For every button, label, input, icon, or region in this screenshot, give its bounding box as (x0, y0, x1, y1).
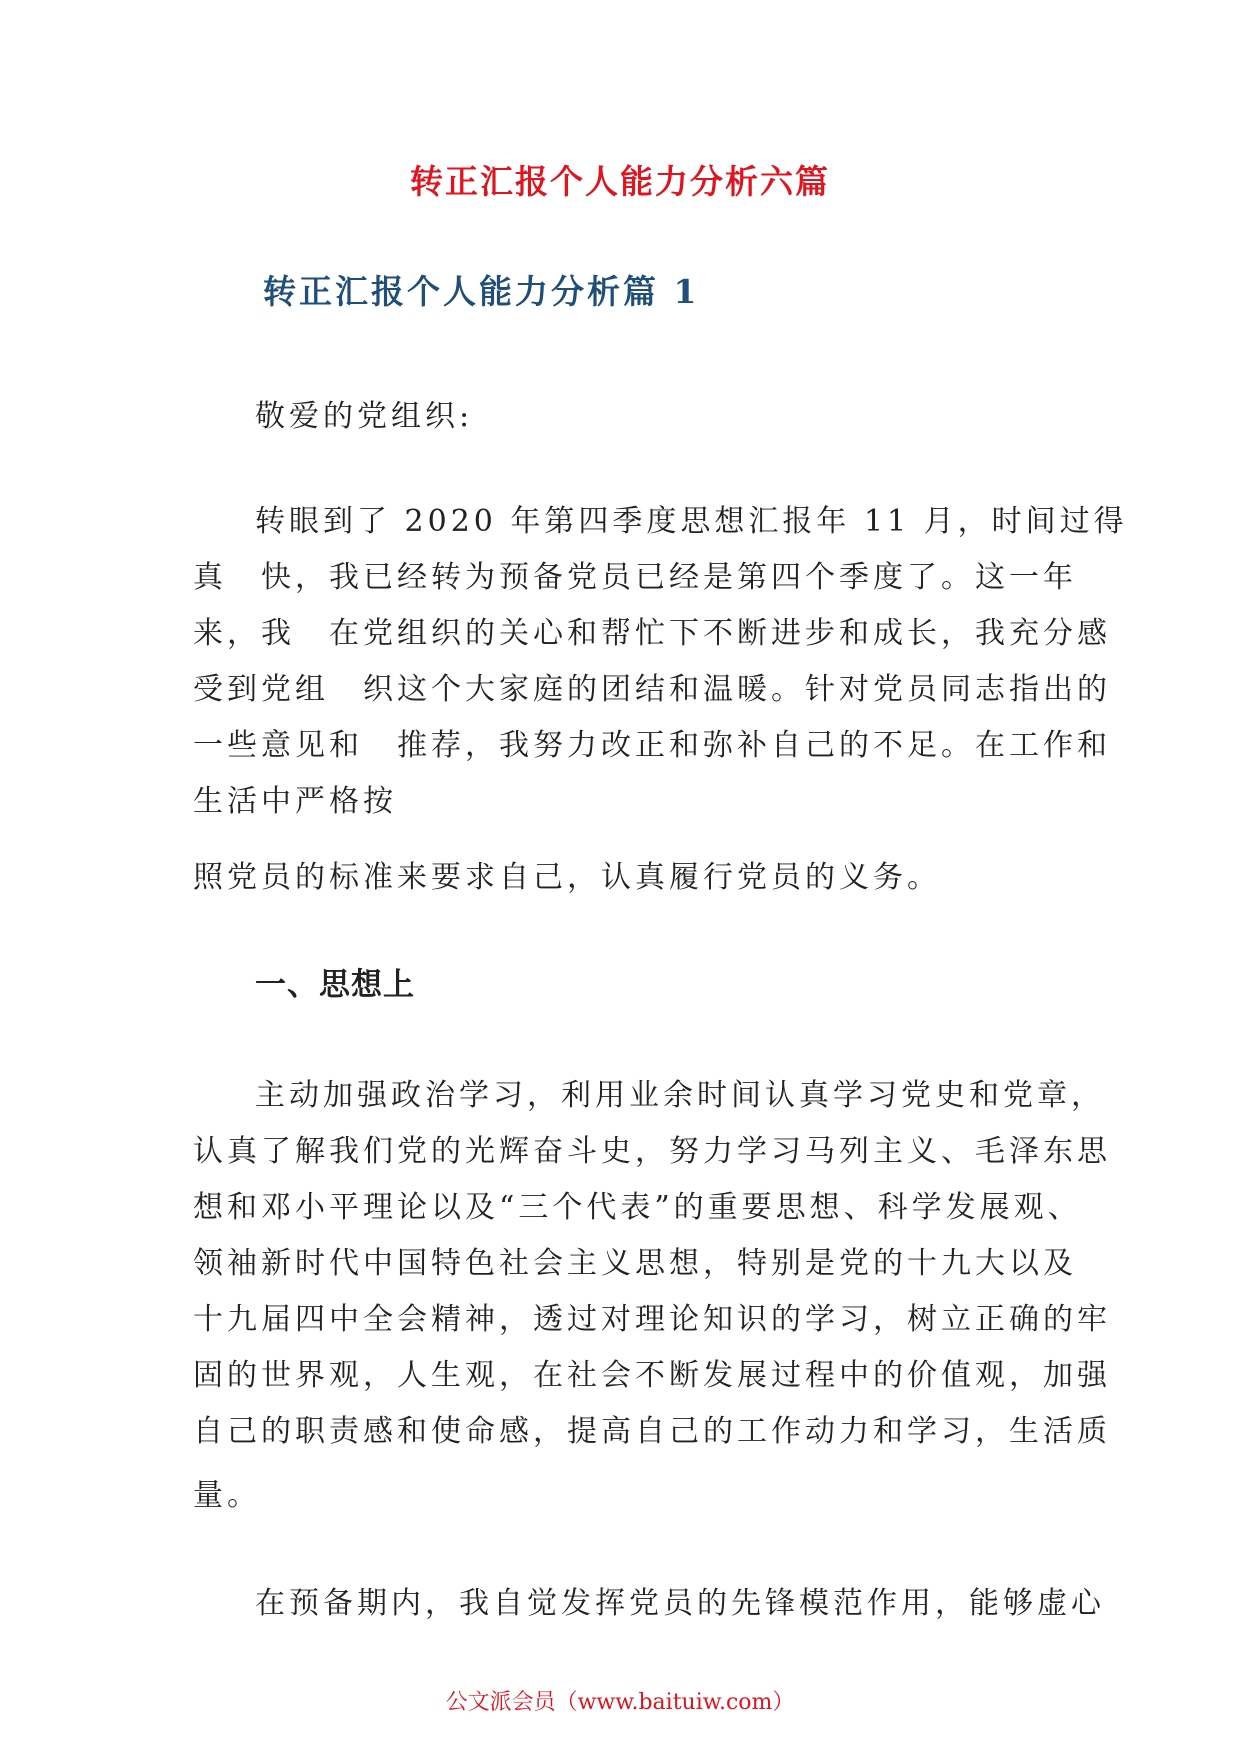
paragraph-line: 自己的职责感和使命感，提高自己的工作动力和学习，生活质 (193, 1414, 1111, 1449)
document-subtitle: 转正汇报个人能力分析篇 1 (263, 272, 700, 311)
salutation: 敬爱的党组织: (255, 399, 474, 434)
paragraph-line: 在预备期内，我自觉发挥党员的先锋模范作用，能够虚心 (255, 1586, 1105, 1621)
paragraph-line: 受到党组 织这个大家庭的团结和温暖。针对党员同志指出的 (193, 672, 1111, 707)
paragraph-line: 量。 (193, 1478, 261, 1513)
paragraph-line: 一些意见和 推荐，我努力改正和弥补自己的不足。在工作和 (193, 728, 1111, 763)
paragraph-line: 转眼到了 2020 年第四季度思想汇报年 11 月，时间过得 (255, 504, 1128, 539)
section-heading: 一、思想上 (255, 967, 415, 1003)
paragraph-line: 生活中严格按 (193, 784, 397, 819)
paragraph-line: 来，我 在党组织的关心和帮忙下不断进步和成长，我充分感 (193, 616, 1111, 651)
paragraph-line: 十九届四中全会精神，透过对理论知识的学习，树立正确的牢 (193, 1302, 1111, 1337)
paragraph-line: 想和邓小平理论以及“三个代表”的重要思想、科学发展观、 (193, 1190, 1082, 1225)
document-title: 转正汇报个人能力分析六篇 (410, 162, 830, 201)
paragraph-line: 真 快，我已经转为预备党员已经是第四个季度了。这一年 (193, 560, 1077, 595)
paragraph-line: 领袖新时代中国特色社会主义思想，特别是党的十九大以及 (193, 1246, 1077, 1281)
paragraph-line: 照党员的标准来要求自己，认真履行党员的义务。 (193, 860, 941, 895)
paragraph-line: 主动加强政治学习，利用业余时间认真学习党史和党章， (255, 1078, 1105, 1113)
paragraph-line: 固的世界观，人生观，在社会不断发展过程中的价值观，加强 (193, 1358, 1111, 1393)
paragraph-line: 认真了解我们党的光辉奋斗史，努力学习马列主义、毛泽东思 (193, 1134, 1111, 1169)
footer-watermark: 公文派会员（www.baituiw.com） (445, 1690, 795, 1715)
